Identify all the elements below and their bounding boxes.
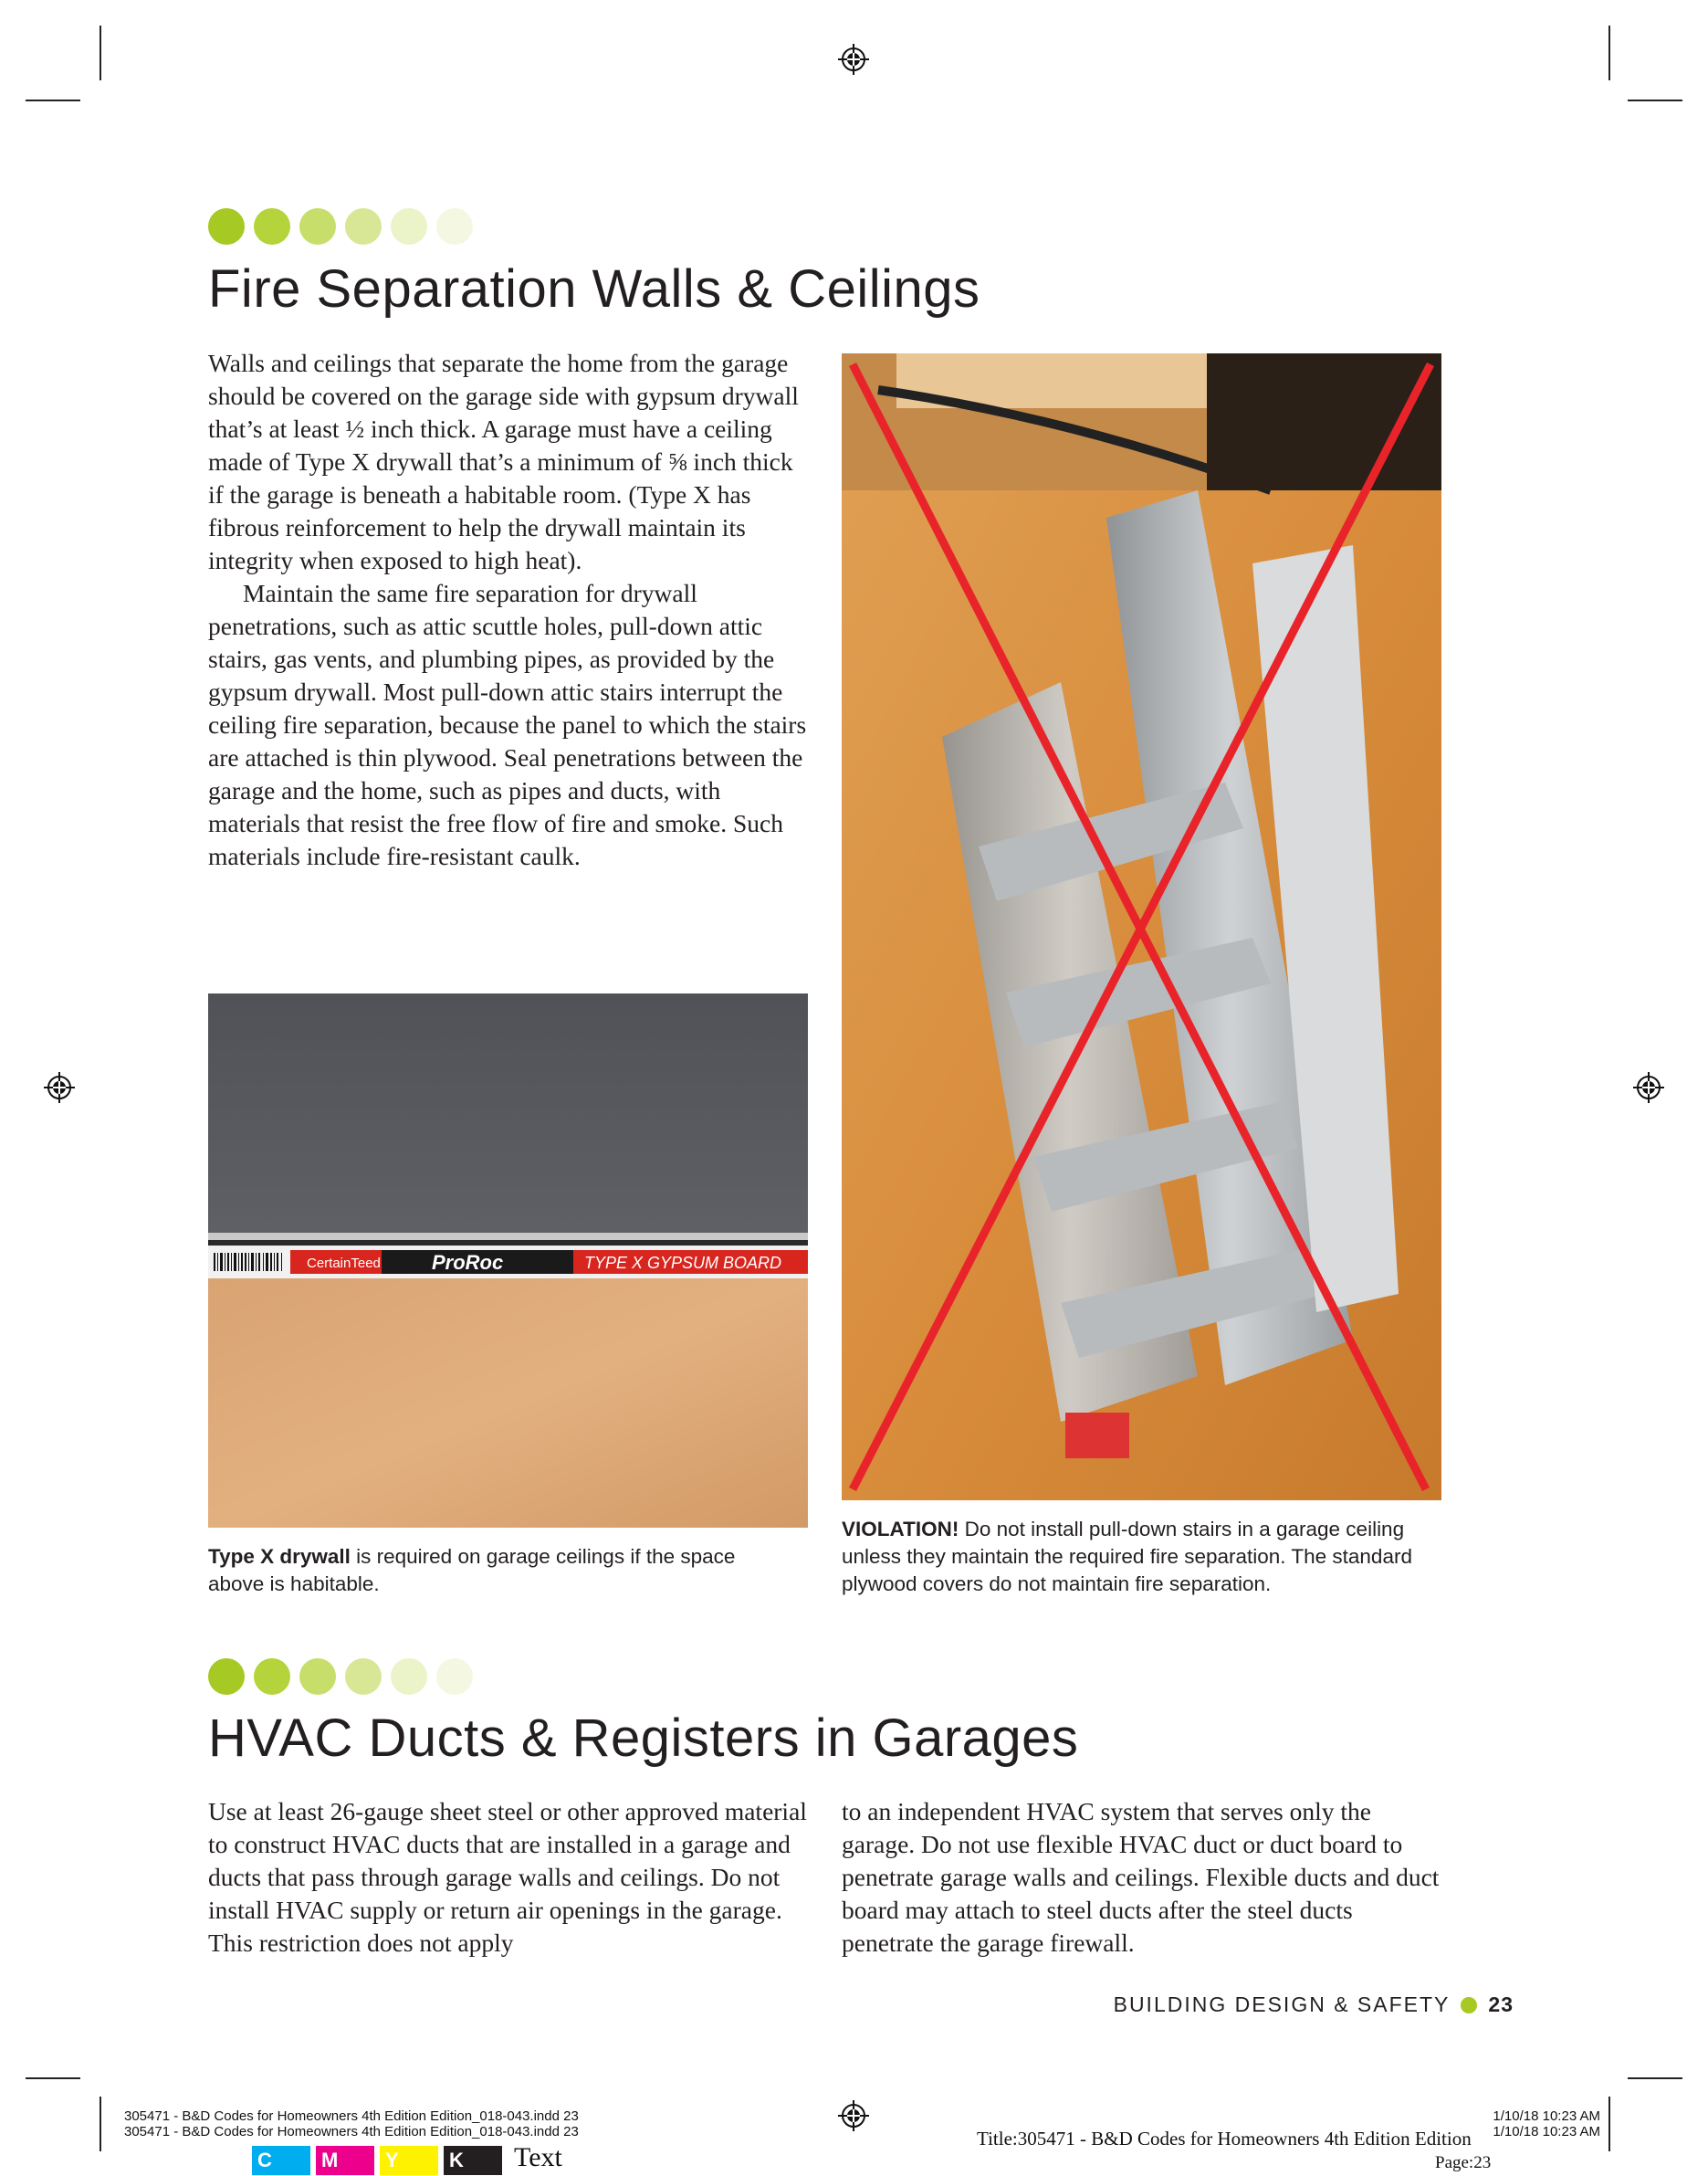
folio-section-label: BUILDING DESIGN & SAFETY — [1113, 1992, 1451, 2016]
section-dot-icon — [391, 208, 427, 245]
body-column-right — [842, 1795, 1449, 1960]
registration-mark-icon — [1633, 1072, 1664, 1103]
section-dot-icon — [254, 1658, 290, 1695]
crop-mark-top-left-h — [26, 100, 80, 101]
caption-bold: VIOLATION! — [842, 1518, 959, 1540]
section-dot-icon — [208, 208, 245, 245]
drywall-type-text: TYPE X GYPSUM BOARD — [584, 1254, 782, 1272]
section-dot-icon — [208, 1658, 245, 1695]
slug-page-line: Page:23 — [1435, 2153, 1492, 2172]
body-column-left — [208, 1795, 815, 1960]
slug-date-info — [1493, 2108, 1600, 2139]
slug-file-line: 305471 - B&D Codes for Homeowners 4th Edition Edition_018-043.indd 23 — [124, 2124, 579, 2139]
slug-file-line: 305471 - B&D Codes for Homeowners 4th Edition Edition_018-043.indd 23 — [124, 2108, 579, 2124]
slug-date-line: 1/10/18 10:23 AM — [1493, 2108, 1600, 2124]
section-dot-icon — [345, 1658, 382, 1695]
page-folio — [1114, 1992, 1514, 2017]
caption-bold: Type X drywall — [208, 1545, 351, 1568]
section-dot-icon — [299, 208, 336, 245]
section-dot-icon — [345, 208, 382, 245]
drywall-brand-text: CertainTeed — [307, 1256, 381, 1271]
crop-mark-bottom-left-h — [26, 2077, 80, 2079]
section-dot-icon — [436, 1658, 473, 1695]
paragraph: Maintain the same fire separation for drywall penetrations, such as attic scuttle holes, pull-down attic stairs, gas vents, and plumbing pipes, as provided by the gypsum drywall. Most pull-down attic stairs interrupt the ceiling fire separation, because the panel to which the stairs are attached is thin plywood. Seal penetrations between the garage and the home, such as pipes and ducts, with materials that resist the free flow of fire and smoke. Such materials include fire-resistant caulk. — [208, 579, 807, 870]
color-swatch: Y — [380, 2146, 438, 2175]
color-swatch: C — [252, 2146, 310, 2175]
section-heading: HVAC Ducts & Registers in Garages — [208, 1708, 1079, 1768]
registration-mark-icon — [838, 2100, 869, 2131]
slug-title-line: Title:305471 - B&D Codes for Homeowners 4th Edition Edition — [977, 2128, 1472, 2150]
crop-mark-bottom-right-v — [1608, 2097, 1610, 2151]
paragraph: Use at least 26-gauge sheet steel or other approved material to construct HVAC ducts that are installed in a garage and ducts that pass through garage walls and ceilings. Do not install HVAC supply or return air openings in the garage. This restriction does not apply — [208, 1797, 807, 1957]
drywall-illustration — [208, 993, 808, 1528]
color-swatch: M — [316, 2146, 374, 2175]
page-number: 23 — [1488, 1992, 1514, 2016]
caption-text: Do not install pull-down stairs in a garage ceiling unless they maintain the required fire separation. The standard plywood covers do not maintain fire separation. — [842, 1518, 1412, 1595]
drywall-product-text: ProRoc — [432, 1251, 504, 1274]
section-dots — [208, 208, 473, 245]
section-dot-icon — [436, 208, 473, 245]
paragraph: to an independent HVAC system that serves only the garage. Do not use flexible HVAC duct or duct board to penetrate garage walls and ceilings. Flexible ducts and duct board may attach to steel ducts after the steel ducts penetrate the garage firewall. — [842, 1797, 1440, 1957]
section-dot-icon — [391, 1658, 427, 1695]
section-heading: Fire Separation Walls & Ceilings — [208, 259, 980, 319]
body-column-left — [208, 347, 811, 873]
drywall-photo — [208, 993, 808, 1528]
crop-mark-top-left-v — [100, 26, 101, 80]
caption-drywall — [208, 1543, 792, 1598]
color-swatch: K — [444, 2146, 502, 2175]
attic-stair-photo — [842, 353, 1441, 1500]
crop-mark-top-right-v — [1608, 26, 1610, 80]
slug-date-line: 1/10/18 10:23 AM — [1493, 2124, 1600, 2139]
crop-mark-top-right-h — [1628, 100, 1682, 101]
registration-mark-icon — [44, 1072, 75, 1103]
section-dot-icon — [299, 1658, 336, 1695]
section-dot-icon — [254, 208, 290, 245]
section-dots — [208, 1658, 473, 1695]
crop-mark-bottom-right-h — [1628, 2077, 1682, 2079]
slug-file-info — [124, 2108, 579, 2139]
paragraph: Walls and ceilings that separate the home from the garage should be covered on the garage side with gypsum drywall that’s at least ½ inch thick. A garage must have a ceiling made of Type X drywall that’s a minimum of ⅝ inch thick if the garage is beneath a habitable room. (Type X has fibrous reinforcement to help the drywall maintain its integrity when exposed to high heat). — [208, 349, 799, 574]
attic-stair-illustration — [842, 353, 1441, 1500]
registration-mark-icon — [838, 44, 869, 75]
crop-mark-bottom-left-v — [100, 2097, 101, 2151]
caption-text: is required on garage ceilings if the space above is habitable. — [208, 1545, 736, 1595]
slug-text-label: Text — [514, 2142, 562, 2172]
caption-violation — [842, 1516, 1444, 1598]
folio-bullet-icon — [1461, 1997, 1477, 2013]
